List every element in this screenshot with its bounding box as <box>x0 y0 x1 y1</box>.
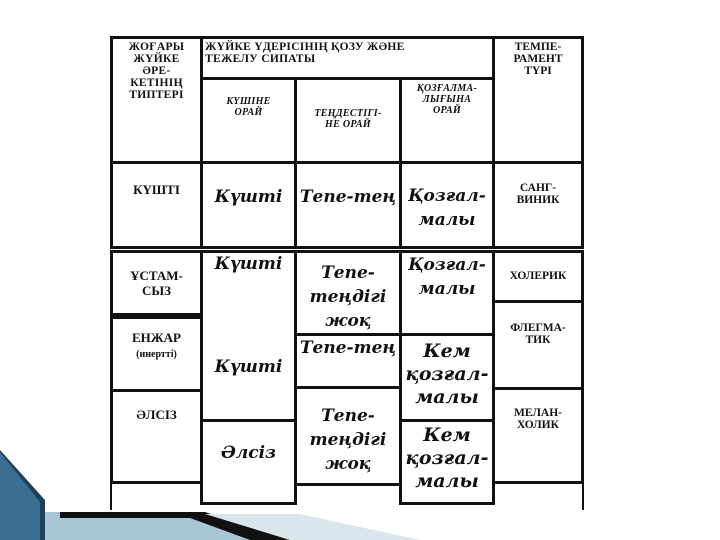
header-temperament-label: ТЕМПЕ- РАМЕНТ ТҮРІ <box>513 41 563 77</box>
row3-temperament-value: ФЛЕГМА- ТИК <box>510 322 566 346</box>
header-process-label: ЖҮЙКЕ ҮДЕРІСІНІҢ ҚОЗУ ЖӘНЕ ТЕЖЕЛУ СИПАТЫ <box>205 41 405 65</box>
row3-type-label: ЕНЖАР <box>132 330 181 345</box>
row2-type-label: ҰСТАМ- СЫЗ <box>130 268 183 298</box>
subheader-strength-cell <box>200 77 297 164</box>
row3-strength-value: Күшті <box>214 357 283 377</box>
row4-balance-value: Тепе- теңдігі жоқ <box>309 406 387 474</box>
row1-type-cell <box>110 161 203 249</box>
row2-strength-value: Күшті <box>214 254 283 274</box>
corner-accent-mid <box>0 452 40 540</box>
row3-balance-value: Тепе-тең <box>299 338 397 358</box>
corner-decoration <box>0 440 420 540</box>
row1-strength-value: Күшті <box>214 187 283 207</box>
row1-balance-value: Тепе-тең <box>299 187 397 207</box>
row4-temperament-value: МЕЛАН- ХОЛИК <box>513 407 563 431</box>
row4-strength-value: Әлсіз <box>221 443 276 463</box>
subheader-mobility-label: ҚОЗҒАЛМА- ЛЫҒЫНА ОРАЙ <box>416 83 478 116</box>
subheader-strength-label: КҮШІНЕ ОРАЙ <box>226 96 271 118</box>
row4-type-label: ӘЛСІЗ <box>136 407 177 422</box>
row1-type-label: КҮШТІ <box>133 182 180 197</box>
row3-mobility-value: Кем қозғал- малы <box>405 340 489 408</box>
row1-temperament-value: САНГ- ВИНИК <box>516 182 560 206</box>
row3-type-note: (инертті) <box>136 349 177 360</box>
row1-mobility-value: Қозғал- малы <box>408 186 486 230</box>
row2-mobility-value: Қозғал- малы <box>408 255 486 299</box>
subheader-balance-label: ТЕҢДЕСТІГІ- НЕ ОРАЙ <box>314 108 382 130</box>
row4-mobility-value: Кем қозғал- малы <box>405 424 489 492</box>
row2-balance-value: Тепе- теңдігі жоқ <box>309 263 387 331</box>
row2-temperament-value: ХОЛЕРИК <box>509 270 567 282</box>
row4-temperament-cell <box>492 387 584 484</box>
header-type-label: ЖОҒАРЫ ЖҮЙКЕ ӘРЕ- КЕТІНІҢ ТИПТЕРІ <box>128 41 185 101</box>
table-right-rule <box>582 484 584 510</box>
